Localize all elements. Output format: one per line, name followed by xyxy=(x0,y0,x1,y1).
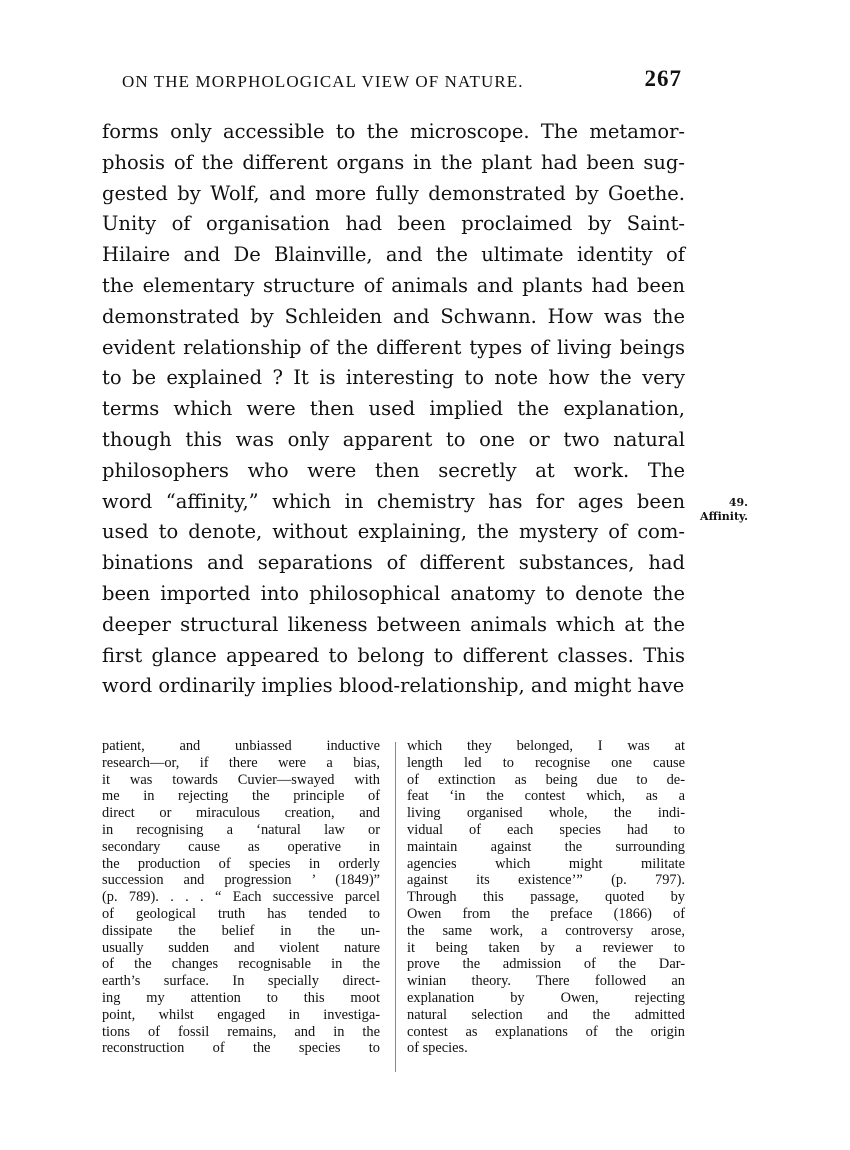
page-number: 267 xyxy=(644,66,682,91)
column-divider xyxy=(395,742,396,1072)
margin-note-label: Affinity. xyxy=(700,510,748,523)
footnote-line: dissipate the belief in the un- xyxy=(102,922,380,939)
footnote-line: agencies which might militate xyxy=(407,855,685,872)
footnote-line: of extinction as being due to de- xyxy=(407,771,685,788)
footnote-line: of the changes recognisable in the xyxy=(102,956,380,973)
main-text-line: Hilaire and De Blainville, and the ultimate identity of xyxy=(102,243,685,267)
footnote-line: Owen from the preface (1866) of xyxy=(407,905,685,922)
footnote-line: Through this passage, quoted by xyxy=(407,889,685,906)
footnote-line: succession and progression ’ (1849)” xyxy=(102,872,380,889)
main-text-line: word “affinity,” which in chemistry has for ages been xyxy=(102,489,685,513)
footnote-column-right xyxy=(407,738,685,1057)
footnote-line: tions of fossil remains, and in the xyxy=(102,1023,380,1040)
footnote-line: winian theory. There followed an xyxy=(407,973,685,990)
footnote-line: feat ‘in the contest which, as a xyxy=(407,788,685,805)
main-text-line: used to denote, without explaining, the mystery of com- xyxy=(102,520,685,544)
footnotes xyxy=(102,738,685,1078)
main-text-line: word ordinarily implies blood-relationship, and might have xyxy=(102,674,685,698)
footnote-line: it being taken by a reviewer to xyxy=(407,939,685,956)
footnote-line: (p. 789). . . . “ Each successive parcel xyxy=(102,889,380,906)
footnote-column-left xyxy=(102,738,380,1057)
footnote-line: the production of species in orderly xyxy=(102,855,380,872)
main-text-line: been imported into philosophical anatomy to denote the xyxy=(102,581,685,605)
main-text xyxy=(102,117,685,702)
footnote-line: point, whilst engaged in investiga- xyxy=(102,1006,380,1023)
main-text-line: terms which were then used implied the explanation, xyxy=(102,397,685,421)
footnote-line: in recognising a ‘natural law or xyxy=(102,821,380,838)
main-text-line: phosis of the different organs in the plant had been sug- xyxy=(102,150,685,174)
main-text-line: forms only accessible to the microscope. The metamor- xyxy=(102,120,685,143)
footnote-line: maintain against the surrounding xyxy=(407,838,685,855)
running-title: ON THE MORPHOLOGICAL VIEW OF NATURE. xyxy=(122,72,524,91)
footnote-line: the same work, a controversy arose, xyxy=(407,922,685,939)
footnote-line: which they belonged, I was at xyxy=(407,738,685,754)
footnote-line: of species. xyxy=(407,1040,468,1057)
footnote-line: usually sudden and violent nature xyxy=(102,939,380,956)
main-text-line: binations and separations of different substances, had xyxy=(102,551,685,575)
main-text-line: Unity of organisation had been proclaimed by Saint- xyxy=(102,212,685,236)
footnote-line: direct or miraculous creation, and xyxy=(102,805,380,822)
footnote-line: secondary cause as operative in xyxy=(102,838,380,855)
footnote-line: it was towards Cuvier—swayed with xyxy=(102,771,380,788)
footnote-line: natural selection and the admitted xyxy=(407,1006,685,1023)
footnote-line: research—or, if there were a bias, xyxy=(102,754,380,771)
main-text-line: the elementary structure of animals and plants had been xyxy=(102,273,685,297)
margin-note-number: 49. xyxy=(728,496,748,509)
main-text-line: first glance appeared to belong to different classes. This xyxy=(102,643,685,667)
footnote-line: reconstruction of the species to xyxy=(102,1040,380,1057)
main-text-line: deeper structural likeness between animals which at the xyxy=(102,612,685,636)
footnote-line: patient, and unbiassed inductive xyxy=(102,738,380,754)
main-text-line: gested by Wolf, and more fully demonstrated by Goethe. xyxy=(102,181,685,205)
margin-note xyxy=(688,496,748,524)
footnote-line: explanation by Owen, rejecting xyxy=(407,989,685,1006)
running-head xyxy=(110,66,682,102)
footnote-line: contest as explanations of the origin xyxy=(407,1023,685,1040)
main-text-line: evident relationship of the different types of living beings xyxy=(102,335,685,359)
footnote-line: length led to recognise one cause xyxy=(407,754,685,771)
footnote-line: of geological truth has tended to xyxy=(102,905,380,922)
main-text-line: though this was only apparent to one or two natural xyxy=(102,427,685,451)
footnote-line: ing my attention to this moot xyxy=(102,989,380,1006)
footnote-line: against its existence’” (p. 797). xyxy=(407,872,685,889)
footnote-line: me in rejecting the principle of xyxy=(102,788,380,805)
footnote-line: living organised whole, the indi- xyxy=(407,805,685,822)
main-text-line: to be explained ? It is interesting to note how the very xyxy=(102,366,685,390)
footnote-line: prove the admission of the Dar- xyxy=(407,956,685,973)
main-text-line: philosophers who were then secretly at work. The xyxy=(102,458,685,482)
main-text-line: demonstrated by Schleiden and Schwann. How was the xyxy=(102,304,685,328)
footnote-line: earth’s surface. In specially direct- xyxy=(102,973,380,990)
footnote-line: vidual of each species had to xyxy=(407,821,685,838)
